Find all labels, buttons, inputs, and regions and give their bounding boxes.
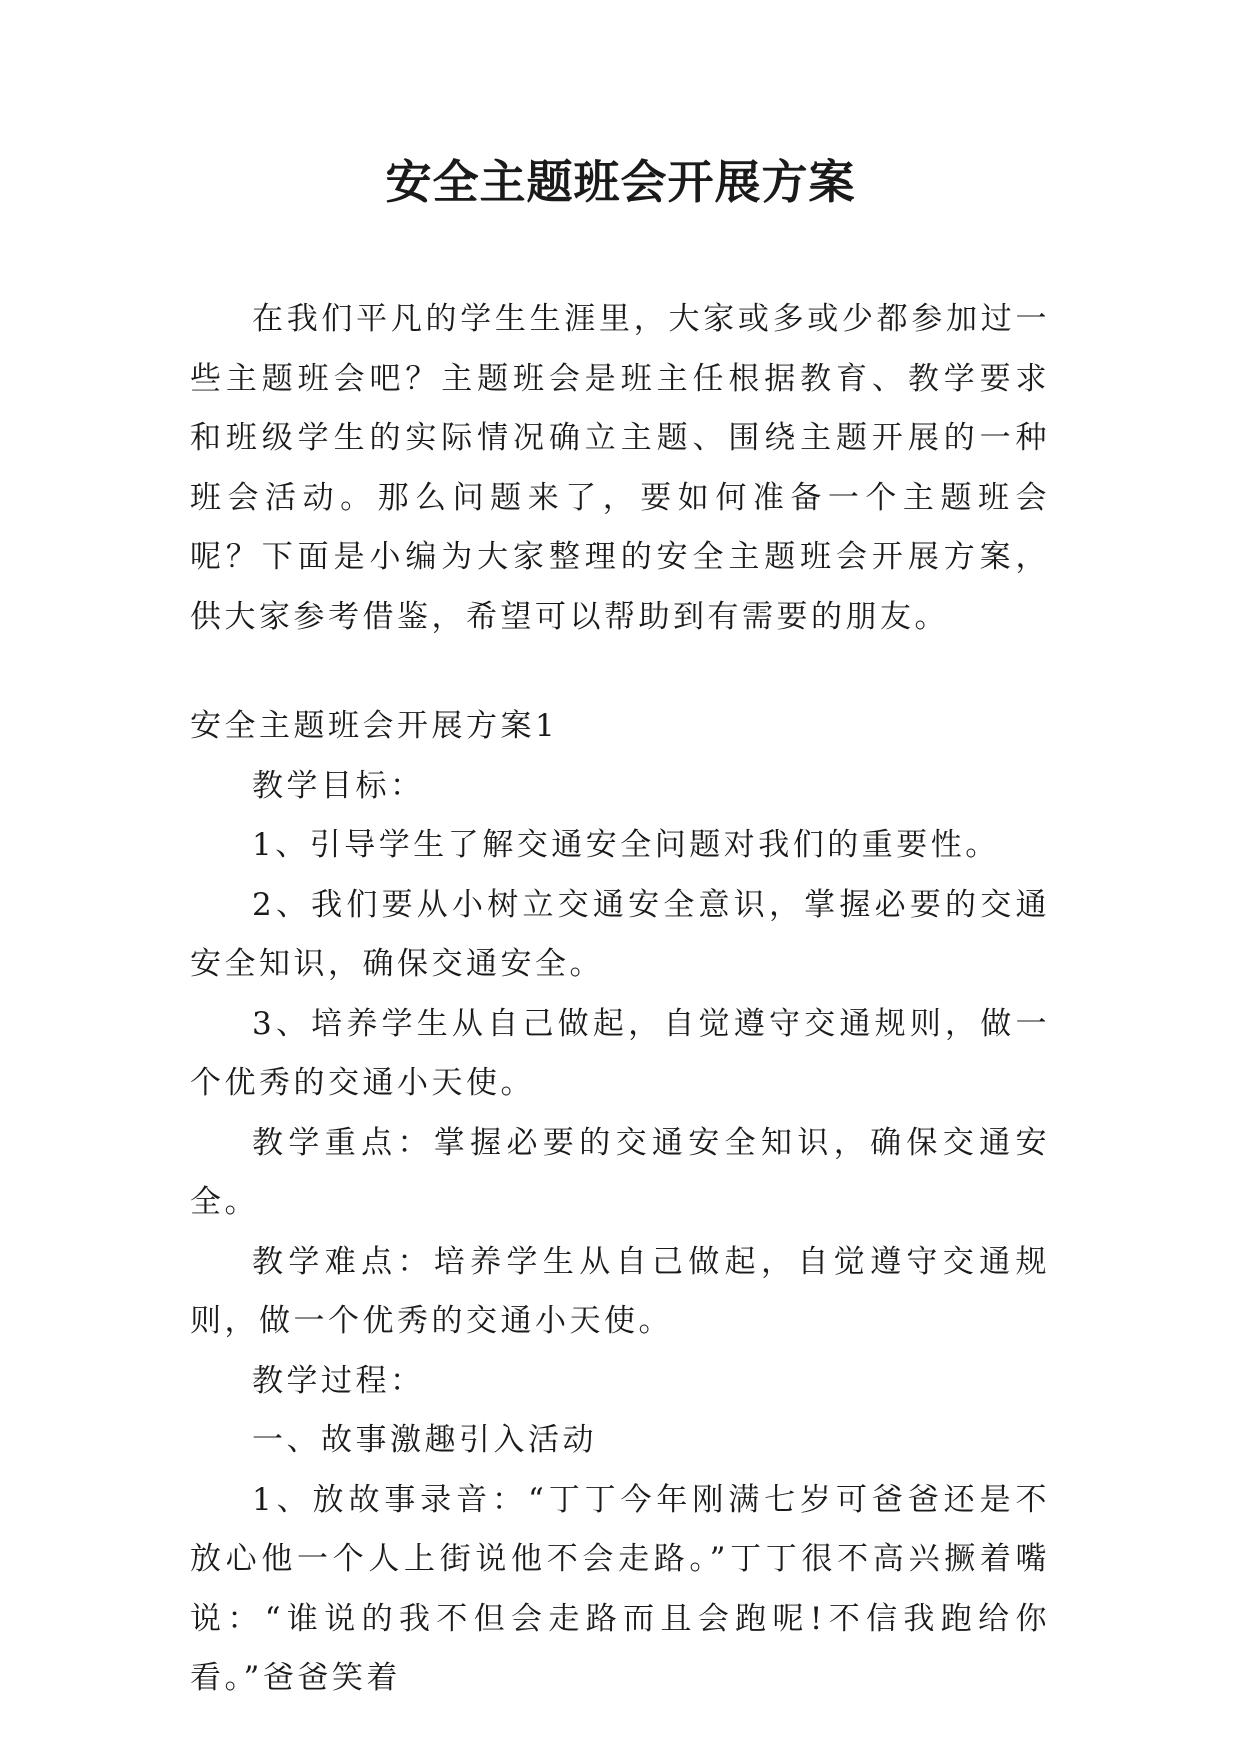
goal-item-2: 2、我们要从小树立交通安全意识，掌握必要的交通安全知识，确保交通安全。 bbox=[190, 886, 1050, 982]
paragraph-gap bbox=[190, 647, 1050, 697]
teaching-difficulty: 教学难点：培养学生从自己做起，自觉遵守交通规则，做一个优秀的交通小天使。 bbox=[190, 1243, 1050, 1339]
document-body bbox=[190, 290, 1050, 1709]
teaching-process-label: 教学过程： bbox=[252, 1362, 425, 1399]
goal-item-3: 3、培养学生从自己做起，自觉遵守交通规则，做一个优秀的交通小天使。 bbox=[190, 1005, 1050, 1101]
intro-paragraph: 在我们平凡的学生生涯里，大家或多或少都参加过一些主题班会吧？主题班会是班主任根据教育、教学要求和班级学生的实际情况确立主题、围绕主题开展的一种班会活动。那么问题来了，要如何准备一个主题班会呢？下面是小编为大家整理的安全主题班会开展方案，供大家参考借鉴，希望可以帮助到有需要的朋友。 bbox=[190, 301, 1050, 635]
process-step-heading: 一、故事激趣引入活动 bbox=[252, 1422, 597, 1458]
teaching-key-point: 教学重点：掌握必要的交通安全知识，确保交通安全。 bbox=[190, 1124, 1050, 1220]
goal-item-1: 1、引导学生了解交通安全问题对我们的重要性。 bbox=[252, 827, 1000, 863]
teaching-goals-label: 教学目标： bbox=[252, 767, 425, 804]
document-title: 安全主题班会开展方案 bbox=[385, 155, 856, 209]
section-heading: 安全主题班会开展方案1 bbox=[190, 708, 559, 744]
story-paragraph: 1、放故事录音：“丁丁今年刚满七岁可爸爸还是不放心他一个人上街说他不会走路。”丁丁很不高兴撅着嘴说：“谁说的我不但会走路而且会跑呢!不信我跑给你看。”爸爸笑着 bbox=[190, 1481, 1050, 1696]
